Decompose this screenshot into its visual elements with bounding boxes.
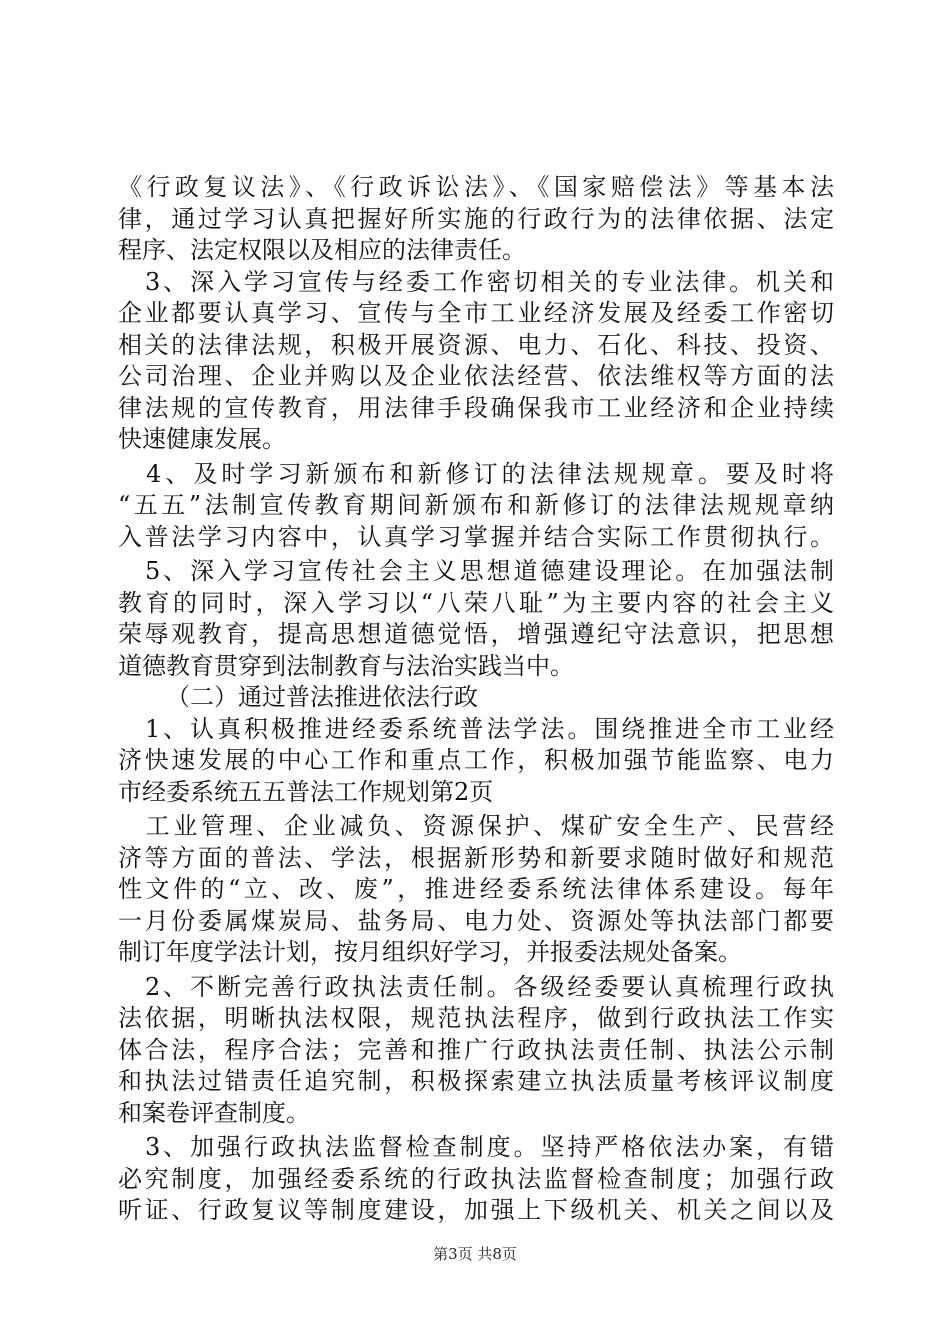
text-line: 3、深入学习宣传与经委工作密切相关的专业法律。机关和 [118,268,834,296]
text-line: 法依据，明晰执法权限，规范执法程序，做到行政执法工作实 [118,1004,834,1032]
text-line: 体合法，程序合法；完善和推广行政执法责任制、执法公示制 [118,1036,834,1064]
text-line: 和案卷评查制度。 [118,1099,310,1127]
text-line: 性文件的“立、改、废”，推进经委系统法律体系建设。每年 [118,875,834,903]
text-line: 荣辱观教育，提高思想道德觉悟，增强遵纪守法意识，把思想 [118,620,834,648]
text-line: 1、认真积极推进经委系统普法学法。围绕推进全市工业经 [118,715,834,743]
text-line: 相关的法律法规，积极开展资源、电力、石化、科技、投资、 [118,331,834,359]
text-line: 程序、法定权限以及相应的法律责任。 [118,236,526,264]
text-line: 制订年度学法计划，按月组织好学习，并报委法规处备案。 [118,938,742,966]
text-line: 道德教育贯穿到法制教育与法治实践当中。 [118,652,574,680]
text-line: 企业都要认真学习、宣传与全市工业经济发展及经委工作密切 [118,299,834,327]
text-line: 律法规的宣传教育，用法律手段确保我市工业经济和企业持续 [118,394,834,422]
page-footer: 第3页 共8页 [433,1245,517,1263]
text-line: 和执法过错责任追究制，积极探索建立执法质量考核评议制度 [118,1067,834,1095]
text-line: 听证、行政复议等制度建设，加强上下级机关、机关之间以及 [118,1196,834,1224]
text-line: 入普法学习内容中，认真学习掌握并结合实际工作贯彻执行。 [118,523,834,551]
text-line: 公司治理、企业并购以及企业依法经营、依法维权等方面的法 [118,362,834,390]
text-line: 快速健康发展。 [118,425,286,453]
text-line: 济快速发展的中心工作和重点工作，积极加强节能监察、电力 [118,746,834,774]
text-line: 4、及时学习新颁布和新修订的法律法规规章。要及时将 [118,460,834,488]
text-line: 2、不断完善行政执法责任制。各级经委要认真梳理行政执 [118,973,834,1001]
text-line: 5、深入学习宣传社会主义思想道德建设理论。在加强法制 [118,557,834,585]
section-heading-line: （二）通过普法推进依法行政 [154,683,478,711]
text-line: 市经委系统五五普法工作规划第2页 [118,778,494,806]
text-line: 济等方面的普法、学法，根据新形势和新要求随时做好和规范 [118,844,834,872]
text-line: 《行政复议法》、《行政诉讼法》、《国家赔偿法》等基本法 [118,173,834,201]
text-line: 工业管理、企业减负、资源保护、煤矿安全生产、民营经 [118,812,834,840]
text-line: 3、加强行政执法监督检查制度。坚持严格依法办案，有错 [118,1133,834,1161]
text-line: 必究制度，加强经委系统的行政执法监督检查制度；加强行政 [118,1165,834,1193]
text-line: 教育的同时，深入学习以“八荣八耻”为主要内容的社会主义 [118,589,834,617]
text-line: “五五”法制宣传教育期间新颁布和新修订的法律法规规章纳 [118,491,834,519]
text-line: 律，通过学习认真把握好所实施的行政行为的法律依据、法定 [118,205,834,233]
text-line: 一月份委属煤炭局、盐务局、电力处、资源处等执法部门都要 [118,907,834,935]
